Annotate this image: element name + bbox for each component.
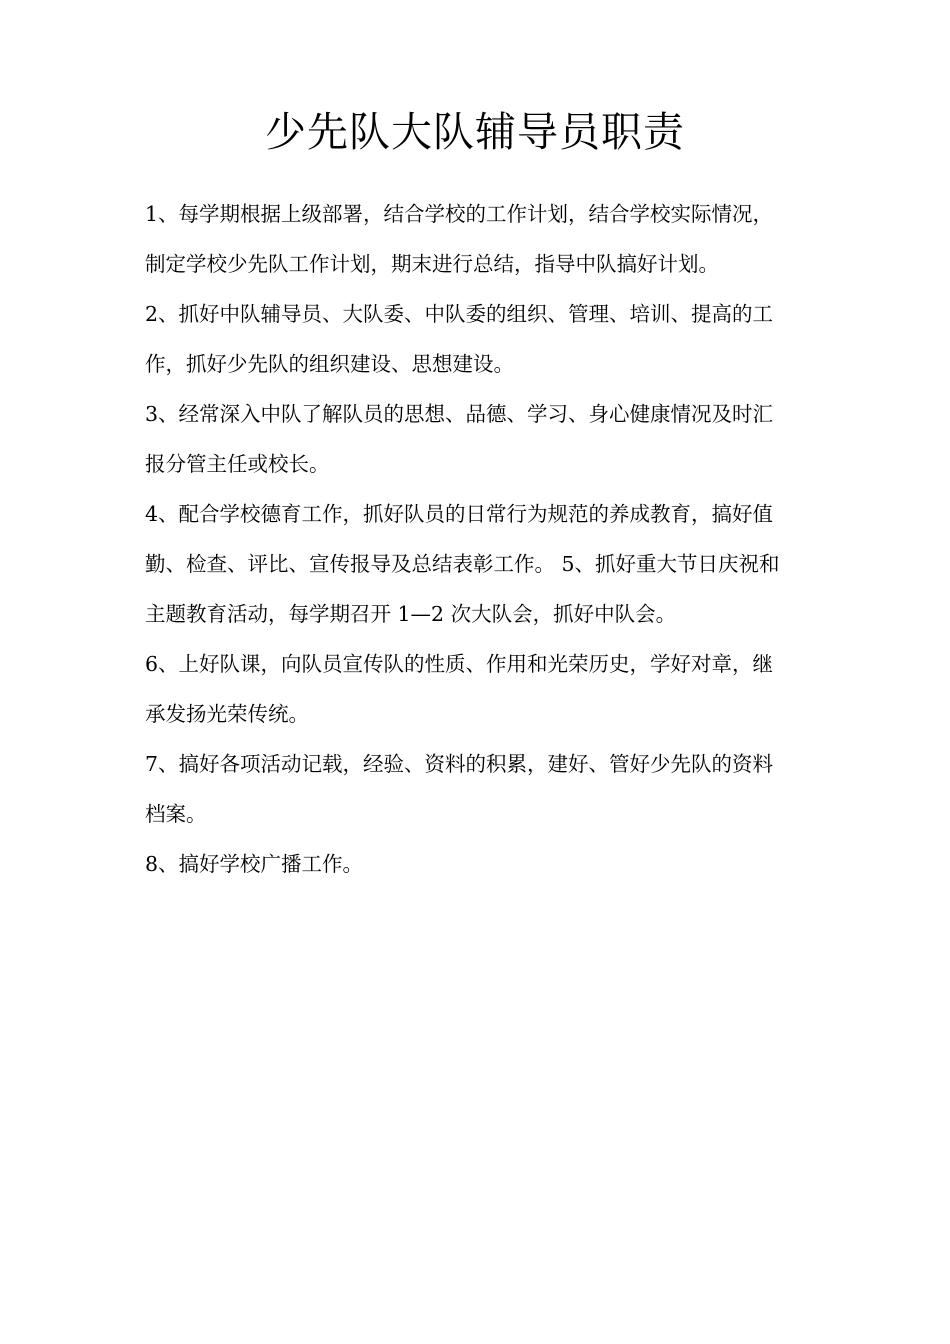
paragraph-line: 制定学校少先队工作计划，期末进行总结，指导中队搞好计划。 <box>145 252 719 276</box>
paragraph-line: 勤、检查、评比、宣传报导及总结表彰工作。 5、抓好重大节日庆祝和 <box>145 552 780 576</box>
paragraph-line: 3、经常深入中队了解队员的思想、品德、学习、身心健康情况及时汇 <box>145 402 774 426</box>
paragraph-line: 作，抓好少先队的组织建设、思想建设。 <box>145 352 514 376</box>
paragraph-line: 8、搞好学校广播工作。 <box>145 852 364 876</box>
document-title: 少先队大队辅导员职责 <box>265 108 685 156</box>
paragraph-line: 报分管主任或校长。 <box>145 452 330 476</box>
paragraph-line: 1、每学期根据上级部署，结合学校的工作计划，结合学校实际情况， <box>145 202 774 226</box>
paragraph-line: 档案。 <box>145 802 207 826</box>
paragraph-line: 6、上好队课，向队员宣传队的性质、作用和光荣历史，学好对章，继 <box>145 652 774 676</box>
paragraph-line: 7、搞好各项活动记载，经验、资料的积累，建好、管好少先队的资料 <box>145 752 774 776</box>
paragraph-line: 4、配合学校德育工作，抓好队员的日常行为规范的养成教育，搞好值 <box>145 502 774 526</box>
paragraph-line: 2、抓好中队辅导员、大队委、中队委的组织、管理、培训、提高的工 <box>145 302 774 326</box>
paragraph-line: 主题教育活动，每学期召开 1—2 次大队会，抓好中队会。 <box>145 602 677 626</box>
document-body <box>145 189 815 889</box>
paragraph-line: 承发扬光荣传统。 <box>145 702 309 726</box>
